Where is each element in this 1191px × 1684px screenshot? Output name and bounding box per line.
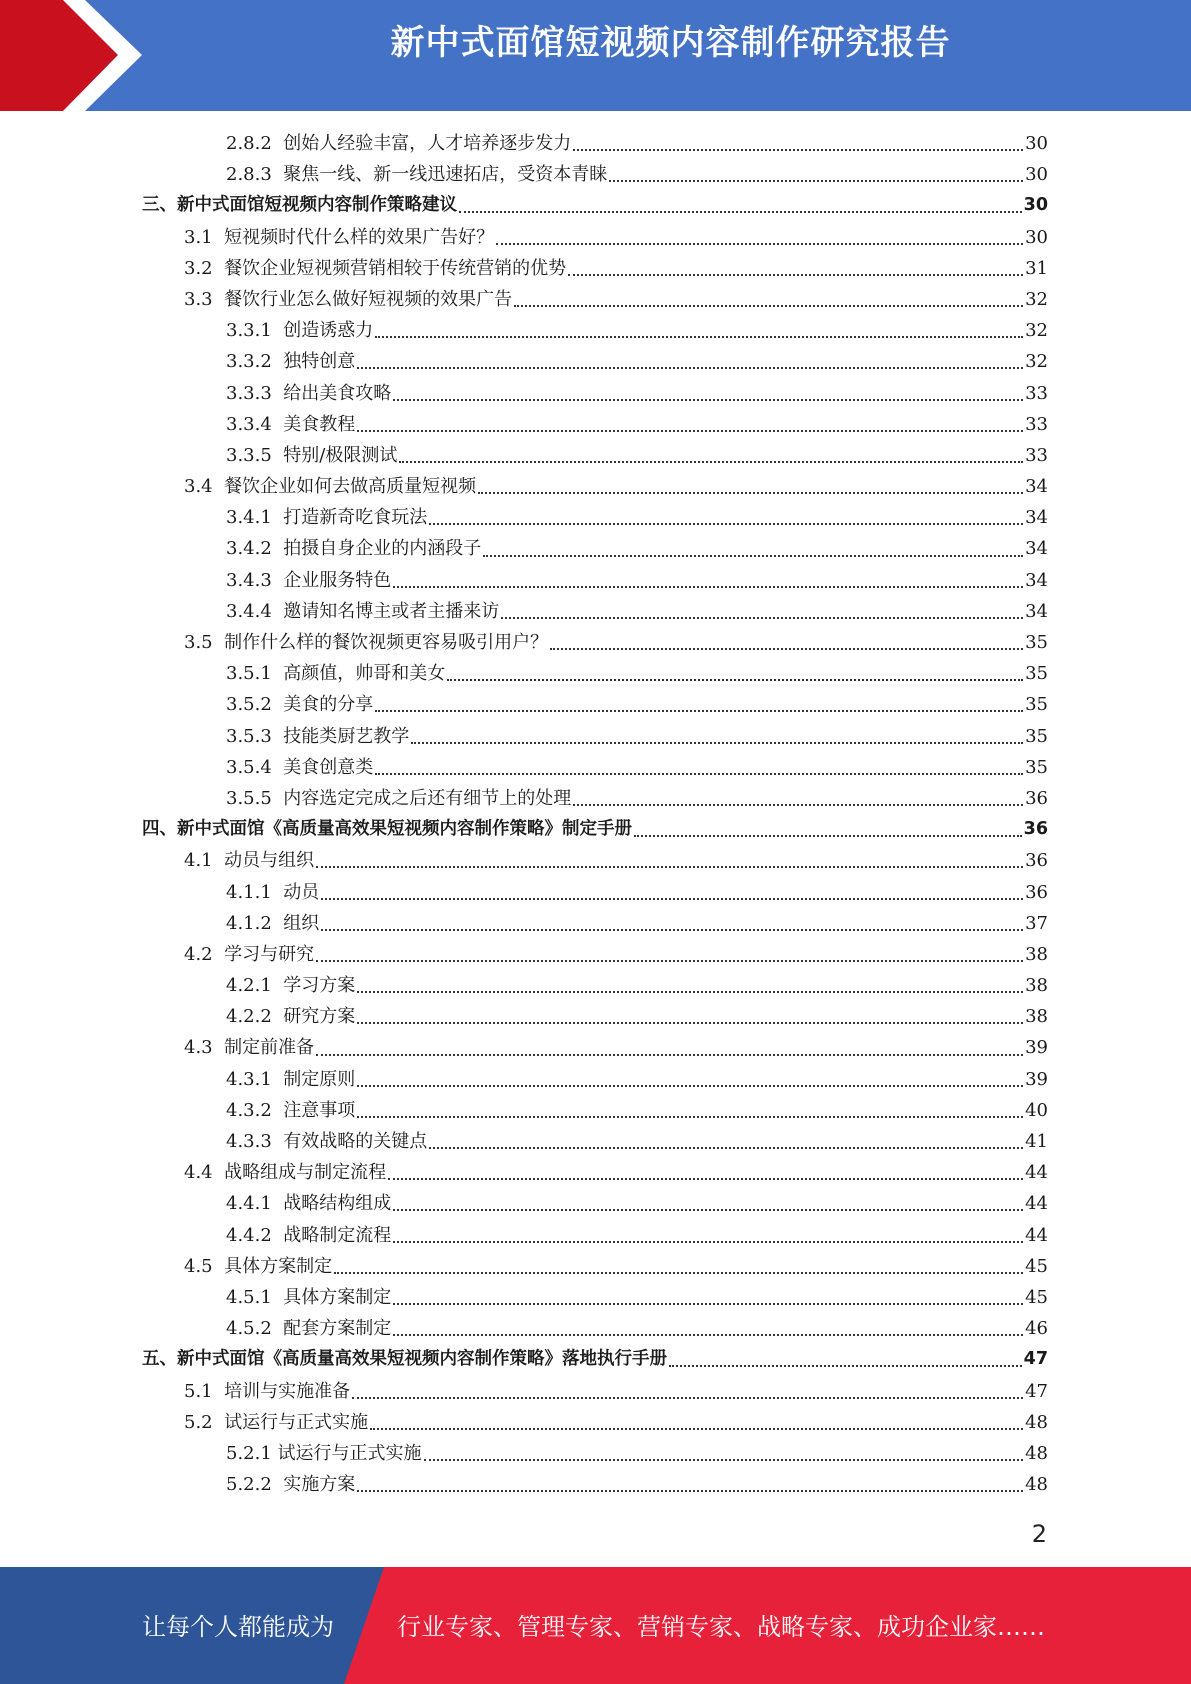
toc-entry-page: 34	[1025, 600, 1048, 622]
toc-dot-leader	[429, 1146, 1023, 1149]
toc-entry[interactable]	[142, 1126, 1048, 1157]
toc-dot-leader	[316, 1053, 1023, 1056]
toc-entry-page: 33	[1025, 413, 1048, 435]
report-title: 新中式面馆短视频内容制作研究报告	[390, 23, 951, 63]
toc-entry-page: 35	[1025, 663, 1048, 685]
toc-entry-separator	[213, 1251, 224, 1282]
toc-dot-leader	[393, 1302, 1023, 1305]
toc-entry[interactable]	[142, 440, 1048, 471]
toc-entry-separator	[272, 1313, 283, 1344]
toc-entry[interactable]	[142, 1438, 1048, 1469]
toc-entry-number: 4.2.1	[226, 975, 272, 997]
toc-entry-title: 美食教程	[283, 413, 356, 435]
toc-entry-title: 特别/极限测试	[283, 444, 398, 466]
toc-entry[interactable]	[142, 471, 1048, 502]
toc-entry-title: 动员	[283, 881, 320, 903]
toc-entry-separator	[213, 284, 224, 315]
toc-entry-title: 有效战略的关键点	[283, 1131, 428, 1152]
toc-entry-title: 制定原则	[283, 1068, 356, 1090]
toc-dot-leader	[316, 865, 1023, 868]
toc-entry-title: 研究方案	[283, 1006, 356, 1028]
toc-dot-leader	[375, 772, 1023, 775]
toc-entry-page: 36	[1025, 850, 1048, 872]
toc-entry-separator	[272, 752, 283, 783]
toc-entry[interactable]	[142, 378, 1048, 409]
toc-entry-number: 3.4.1	[226, 507, 272, 529]
toc-entry[interactable]	[142, 721, 1048, 752]
toc-entry[interactable]	[142, 752, 1048, 783]
toc-entry[interactable]	[142, 627, 1048, 658]
toc-dot-leader	[357, 429, 1023, 432]
page-number: 2	[1031, 1520, 1047, 1548]
toc-entry-page: 30	[1025, 133, 1048, 154]
toc-entry-separator	[272, 1282, 283, 1313]
toc-entry-page: 33	[1025, 444, 1048, 466]
toc-dot-leader	[573, 148, 1023, 151]
toc-entry-page: 34	[1025, 507, 1048, 529]
toc-dot-leader	[550, 647, 1023, 650]
toc-entry-separator	[272, 1001, 283, 1032]
toc-dot-leader	[375, 335, 1023, 338]
toc-entry[interactable]	[142, 814, 1048, 845]
toc-entry-page: 37	[1025, 912, 1048, 934]
toc-entry-number: 五、	[142, 1349, 177, 1370]
toc-entry-title: 配套方案制定	[283, 1318, 392, 1340]
toc-entry-title: 给出美食攻略	[283, 382, 392, 404]
toc-entry-title: 高颜值，帅哥和美女	[283, 663, 446, 685]
toc-dot-leader	[393, 585, 1023, 588]
toc-entry-title: 新中式面馆《高质量高效果短视频内容制作策略》制定手册	[177, 819, 632, 840]
toc-entry-page: 38	[1025, 1006, 1048, 1028]
toc-dot-leader	[321, 928, 1023, 931]
toc-entry[interactable]	[142, 1188, 1048, 1219]
footer-slogan: 让每个人都能成为	[142, 1613, 334, 1641]
toc-dot-leader	[357, 1084, 1023, 1087]
toc-entry[interactable]	[142, 1313, 1048, 1344]
toc-entry-separator	[213, 845, 224, 876]
toc-entry-separator	[272, 346, 283, 377]
toc-entry-title: 技能类厨艺教学	[283, 725, 410, 747]
toc-entry-page: 41	[1025, 1131, 1048, 1152]
toc-entry-page: 35	[1025, 725, 1048, 747]
toc-entry-title: 独特创意	[283, 351, 356, 373]
toc-entry[interactable]	[142, 533, 1048, 564]
toc-dot-leader	[370, 1427, 1023, 1430]
toc-entry-page: 44	[1025, 1162, 1048, 1184]
toc-entry-number: 4.5	[184, 1255, 213, 1277]
toc-entry-page: 31	[1025, 257, 1048, 279]
toc-dot-leader	[514, 304, 1023, 307]
toc-entry-separator	[272, 970, 283, 1001]
toc-entry[interactable]	[142, 783, 1048, 814]
toc-entry-page: 39	[1025, 1037, 1048, 1059]
toc-entry[interactable]	[142, 939, 1048, 970]
toc-entry-page: 35	[1025, 756, 1048, 778]
toc-entry-page: 47	[1023, 1349, 1048, 1370]
toc-entry-number: 4.5.2	[226, 1318, 272, 1340]
toc-dot-leader	[393, 398, 1023, 401]
toc-entry[interactable]	[142, 284, 1048, 315]
toc-entry-page: 36	[1025, 881, 1048, 903]
toc-dot-leader	[459, 210, 1022, 213]
toc-entry-page: 38	[1025, 943, 1048, 965]
table-of-contents	[142, 128, 1048, 1500]
toc-entry[interactable]	[142, 658, 1048, 689]
toc-entry-separator	[213, 1157, 224, 1188]
toc-entry-number: 4.2.2	[226, 1006, 272, 1028]
toc-entry-separator	[272, 658, 283, 689]
toc-entry-page: 32	[1025, 320, 1048, 342]
toc-entry-title: 美食的分享	[283, 694, 374, 716]
toc-entry-number: 3.5.1	[226, 663, 272, 685]
toc-entry[interactable]	[142, 845, 1048, 876]
toc-dot-leader	[609, 179, 1023, 182]
toc-dot-leader	[429, 522, 1023, 525]
toc-entry-number: 3.4	[184, 476, 213, 498]
toc-entry-separator	[272, 1126, 283, 1157]
toc-entry-page: 36	[1025, 787, 1048, 809]
toc-entry[interactable]	[142, 596, 1048, 627]
toc-entry-number: 四、	[142, 819, 177, 840]
toc-entry-separator	[213, 222, 224, 253]
toc-entry-number: 4.5.1	[226, 1286, 272, 1308]
toc-entry-page: 32	[1025, 351, 1048, 373]
toc-entry-separator	[272, 783, 283, 814]
toc-entry[interactable]	[142, 1157, 1048, 1188]
toc-entry-page: 30	[1023, 195, 1048, 216]
toc-entry-title: 美食创意类	[283, 756, 374, 778]
toc-entry-title: 战略制定流程	[283, 1224, 392, 1246]
toc-entry-number: 3.3	[184, 288, 213, 310]
toc-entry-separator	[272, 908, 283, 939]
toc-entry-separator	[272, 565, 283, 596]
toc-entry-page: 30	[1025, 226, 1048, 248]
toc-entry-number: 3.5	[184, 632, 213, 653]
toc-dot-leader	[478, 491, 1023, 494]
page-footer	[0, 1567, 1191, 1684]
toc-entry-title: 培训与实施准备	[224, 1380, 351, 1402]
toc-entry-title: 试运行与正式实施	[277, 1442, 422, 1464]
toc-entry-separator	[213, 627, 224, 658]
toc-entry-page: 34	[1025, 476, 1048, 498]
toc-entry-number: 3.5.5	[226, 787, 272, 809]
toc-dot-leader	[669, 1364, 1022, 1367]
toc-entry-title: 餐饮企业短视频营销相较于传统营销的优势	[224, 257, 567, 279]
toc-entry-page: 48	[1025, 1411, 1048, 1433]
toc-entry-separator	[272, 128, 283, 159]
toc-dot-leader	[352, 1396, 1023, 1399]
toc-entry-number: 4.1	[184, 850, 213, 872]
toc-dot-leader	[399, 460, 1023, 463]
toc-entry[interactable]	[142, 1376, 1048, 1407]
toc-dot-leader	[496, 242, 1023, 245]
toc-entry-page: 44	[1025, 1224, 1048, 1246]
toc-entry-page: 44	[1025, 1193, 1048, 1215]
toc-entry-title: 学习方案	[283, 975, 356, 997]
toc-dot-leader	[357, 1489, 1023, 1492]
toc-entry[interactable]	[142, 1344, 1048, 1375]
toc-entry-number: 5.1	[184, 1380, 213, 1402]
toc-entry-page: 35	[1025, 632, 1048, 653]
toc-dot-leader	[357, 366, 1023, 369]
toc-entry-page: 47	[1025, 1380, 1048, 1402]
toc-entry-number: 3.3.1	[226, 320, 272, 342]
toc-entry-title: 邀请知名博主或者主播来访	[283, 600, 500, 622]
toc-entry-page: 35	[1025, 694, 1048, 716]
toc-entry-separator	[272, 1095, 283, 1126]
toc-entry[interactable]	[142, 1469, 1048, 1500]
toc-entry[interactable]	[142, 1220, 1048, 1251]
toc-dot-leader	[388, 1177, 1023, 1180]
toc-entry-number: 3.5.3	[226, 725, 272, 747]
toc-entry-separator	[213, 253, 224, 284]
toc-entry[interactable]	[142, 502, 1048, 533]
toc-entry-separator	[272, 378, 283, 409]
toc-dot-leader	[357, 1021, 1023, 1024]
toc-entry-title: 企业服务特色	[283, 569, 392, 591]
toc-entry-number: 3.4.3	[226, 569, 272, 591]
toc-dot-leader	[375, 709, 1023, 712]
toc-entry-separator	[272, 159, 283, 190]
toc-entry[interactable]	[142, 1251, 1048, 1282]
toc-entry-separator	[272, 502, 283, 533]
toc-entry-number: 4.3	[184, 1037, 213, 1059]
toc-entry[interactable]	[142, 222, 1048, 253]
toc-entry[interactable]	[142, 1095, 1048, 1126]
toc-entry-title: 注意事项	[283, 1099, 356, 1121]
toc-entry-separator	[213, 1407, 224, 1438]
toc-entry-separator	[272, 1469, 283, 1500]
toc-entry-number: 4.3.3	[226, 1131, 272, 1152]
toc-entry-number: 2.8.3	[226, 164, 272, 186]
toc-entry[interactable]	[142, 689, 1048, 720]
toc-entry-number: 4.4.2	[226, 1224, 272, 1246]
toc-entry[interactable]	[142, 1282, 1048, 1313]
toc-entry-number: 5.2	[184, 1411, 213, 1433]
toc-entry-page: 48	[1025, 1442, 1048, 1464]
toc-entry-number: 3.3.4	[226, 413, 272, 435]
toc-entry-number: 4.4.1	[226, 1193, 272, 1215]
toc-entry-title: 创造诱惑力	[283, 320, 374, 342]
toc-entry-page: 32	[1025, 288, 1048, 310]
toc-entry-page: 46	[1025, 1318, 1048, 1340]
toc-entry-number: 4.1.1	[226, 881, 272, 903]
toc-dot-leader	[316, 959, 1023, 962]
toc-entry-separator	[213, 471, 224, 502]
toc-entry-title: 战略结构组成	[283, 1193, 392, 1215]
toc-entry-page: 30	[1025, 164, 1048, 186]
toc-entry-number: 3.4.4	[226, 600, 272, 622]
toc-entry-title: 打造新奇吃食玩法	[283, 507, 428, 529]
toc-entry-title: 制定前准备	[224, 1037, 315, 1059]
toc-entry[interactable]	[142, 159, 1048, 190]
toc-entry-number: 5.2.1	[226, 1442, 272, 1464]
toc-entry[interactable]	[142, 128, 1048, 159]
toc-entry-separator	[272, 721, 283, 752]
toc-entry-title: 聚焦一线、新一线迅速拓店，受资本青睐	[283, 164, 608, 186]
page-header	[0, 0, 1191, 111]
toc-entry[interactable]	[142, 253, 1048, 284]
toc-entry-number: 3.1	[184, 226, 213, 248]
toc-entry-title: 新中式面馆短视频内容制作策略建议	[177, 195, 457, 216]
toc-entry-separator	[213, 939, 224, 970]
toc-entry-title: 餐饮企业如何去做高质量短视频	[224, 476, 477, 498]
toc-dot-leader	[334, 1271, 1023, 1274]
toc-entry-separator	[272, 409, 283, 440]
toc-entry-title: 新中式面馆《高质量高效果短视频内容制作策略》落地执行手册	[177, 1349, 667, 1370]
toc-entry-title: 动员与组织	[224, 850, 315, 872]
toc-entry[interactable]	[142, 565, 1048, 596]
toc-entry-title: 拍摄自身企业的内涵段子	[283, 538, 482, 560]
toc-entry[interactable]	[142, 1407, 1048, 1438]
toc-entry-number: 4.1.2	[226, 912, 272, 934]
toc-entry-page: 33	[1025, 382, 1048, 404]
toc-entry-separator	[272, 315, 283, 346]
footer-roles: 行业专家、管理专家、营销专家、战略专家、成功企业家……	[397, 1613, 1045, 1641]
toc-entry[interactable]	[142, 346, 1048, 377]
toc-entry[interactable]	[142, 908, 1048, 939]
toc-entry-title: 试运行与正式实施	[224, 1411, 369, 1433]
toc-entry-page: 40	[1025, 1099, 1048, 1121]
toc-entry-title: 具体方案制定	[224, 1255, 333, 1277]
toc-entry-number: 5.2.2	[226, 1474, 272, 1496]
toc-entry-page: 48	[1025, 1474, 1048, 1496]
toc-entry-number: 4.3.2	[226, 1099, 272, 1121]
toc-entry[interactable]	[142, 409, 1048, 440]
toc-entry-title: 短视频时代什么样的效果广告好？	[224, 226, 495, 248]
toc-dot-leader	[483, 554, 1023, 557]
toc-entry-title: 组织	[283, 912, 320, 934]
toc-entry-separator	[213, 1376, 224, 1407]
toc-dot-leader	[501, 616, 1023, 619]
toc-entry-number: 2.8.2	[226, 133, 272, 154]
toc-entry[interactable]	[142, 877, 1048, 908]
toc-entry-title: 学习与研究	[224, 943, 315, 965]
toc-entry-number: 3.5.2	[226, 694, 272, 716]
toc-entry-title: 餐饮行业怎么做好短视频的效果广告	[224, 288, 513, 310]
toc-entry[interactable]	[142, 315, 1048, 346]
toc-entry-number: 3.4.2	[226, 538, 272, 560]
toc-dot-leader	[411, 741, 1023, 744]
toc-entry[interactable]	[142, 1064, 1048, 1095]
toc-entry-separator	[272, 533, 283, 564]
toc-entry-number: 3.5.4	[226, 756, 272, 778]
toc-dot-leader	[357, 1115, 1023, 1118]
toc-entry[interactable]	[142, 1032, 1048, 1063]
toc-dot-leader	[568, 273, 1023, 276]
toc-entry-title: 创始人经验丰富，人才培养逐步发力	[283, 133, 572, 154]
toc-entry[interactable]	[142, 970, 1048, 1001]
toc-entry-title: 制作什么样的餐饮视频更容易吸引用户？	[224, 632, 549, 653]
toc-entry-page: 34	[1025, 538, 1048, 560]
toc-entry-page: 45	[1025, 1286, 1048, 1308]
toc-entry-page: 38	[1025, 975, 1048, 997]
toc-entry-number: 4.3.1	[226, 1068, 272, 1090]
toc-entry-number: 3.3.3	[226, 382, 272, 404]
toc-dot-leader	[424, 1458, 1024, 1461]
toc-entry-separator	[272, 596, 283, 627]
toc-entry-separator	[272, 1188, 283, 1219]
toc-entry-number: 3.3.5	[226, 444, 272, 466]
toc-entry[interactable]	[142, 190, 1048, 221]
toc-entry-page: 34	[1025, 569, 1048, 591]
toc-entry-separator	[272, 877, 283, 908]
toc-entry-number: 三、	[142, 195, 177, 216]
toc-entry-title: 实施方案	[283, 1474, 356, 1496]
toc-entry[interactable]	[142, 1001, 1048, 1032]
toc-entry-number: 4.2	[184, 943, 213, 965]
toc-entry-page: 36	[1023, 819, 1048, 840]
toc-entry-separator	[272, 1064, 283, 1095]
toc-entry-number: 3.2	[184, 257, 213, 279]
toc-dot-leader	[573, 803, 1023, 806]
toc-dot-leader	[393, 1333, 1023, 1336]
toc-dot-leader	[393, 1208, 1023, 1211]
toc-entry-title: 战略组成与制定流程	[224, 1162, 387, 1184]
toc-dot-leader	[634, 834, 1022, 837]
toc-dot-leader	[393, 1240, 1023, 1243]
toc-entry-number: 3.3.2	[226, 351, 272, 373]
toc-entry-separator	[272, 1220, 283, 1251]
toc-entry-number: 4.4	[184, 1162, 213, 1184]
toc-dot-leader	[321, 897, 1023, 900]
toc-dot-leader	[357, 990, 1023, 993]
toc-entry-title: 内容选定完成之后还有细节上的处理	[283, 787, 572, 809]
toc-entry-title: 具体方案制定	[283, 1286, 392, 1308]
toc-dot-leader	[447, 678, 1023, 681]
toc-entry-separator	[213, 1032, 224, 1063]
toc-entry-page: 39	[1025, 1068, 1048, 1090]
toc-entry-separator	[272, 689, 283, 720]
toc-entry-page: 45	[1025, 1255, 1048, 1277]
toc-entry-separator	[272, 440, 283, 471]
